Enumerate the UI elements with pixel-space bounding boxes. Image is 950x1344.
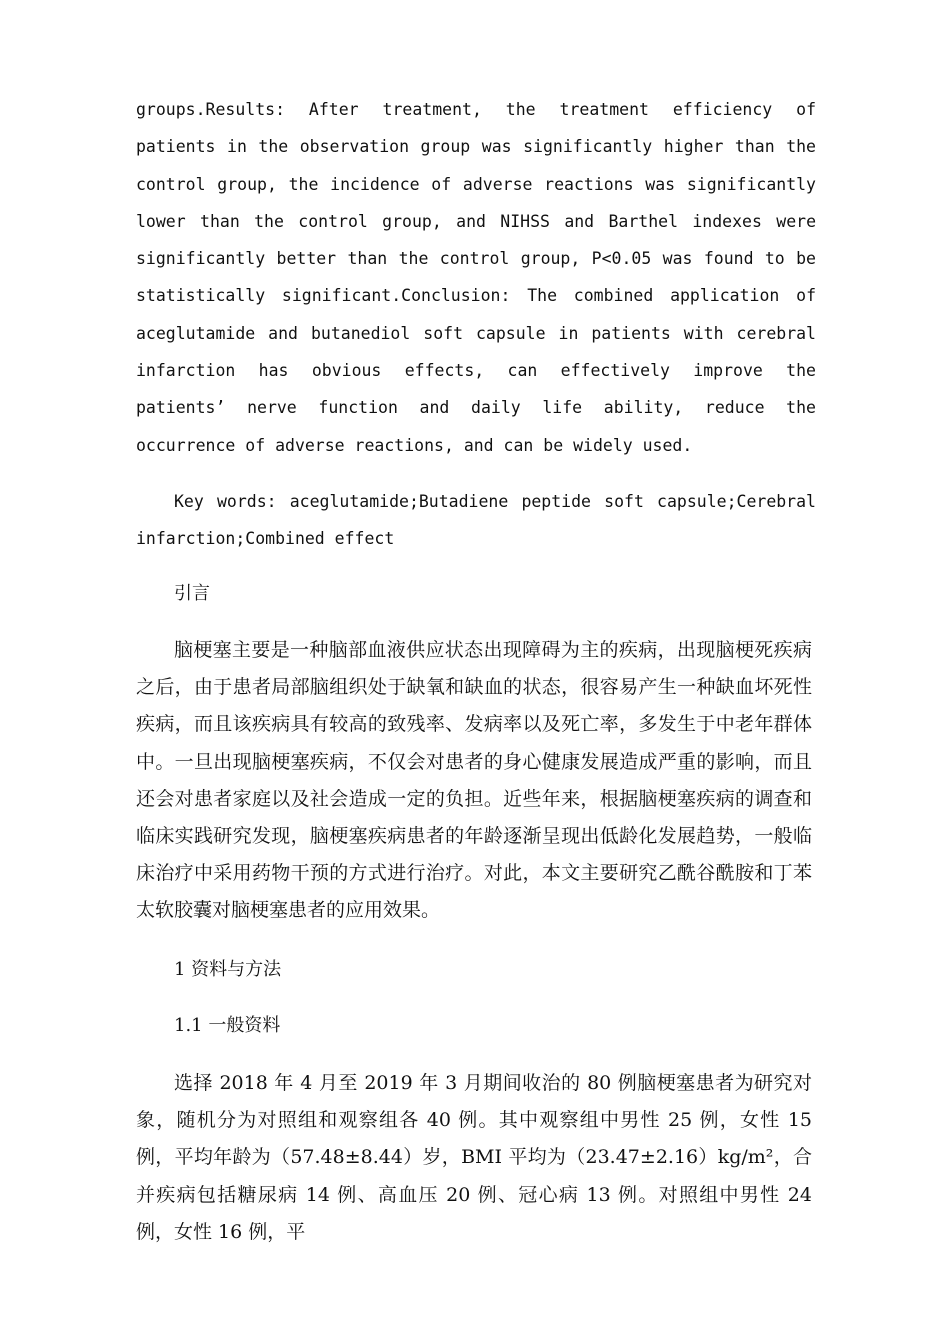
abstract-continuation: groups.Results: After treatment, the treatment efficiency of patients in the observation group was significantly higher than the control group, the incidence of adverse reactions was significantly lower than the control group, and NIHSS and Barthel indexes were significantly better than the control group, P<0.05 was found to be statistically significant.Conclusion: The combined application of aceglutamide and butanediol soft capsule in patients with cerebral infarction has obvious effects, can effectively improve the patients’ nerve function and daily life ability, reduce the occurrence of adverse reactions, and can be widely used. — [136, 100, 816, 455]
intro-paragraph: 脑梗塞主要是一种脑部血液供应状态出现障碍为主的疾病，出现脑梗死疾病之后，由于患者局部脑组织处于缺氧和缺血的状态，很容易产生一种缺血坏死性疾病，而且该疾病具有较高的致残率、发病率以及死亡率，多发生于中老年群体中。一旦出现脑梗塞疾病，不仅会对患者的身心健康发展造成严重的影响，而且还会对患者家庭以及社会造成一定的负担。近些年来，根据脑梗塞疾病的调查和临床实践研究发现，脑梗塞疾病患者的年龄逐渐呈现出低龄化发展趋势，一般临床治疗中采用药物干预的方式进行治疗。对此，本文主要研究乙酰谷酰胺和丁苯太软胶囊对脑梗塞患者的应用效果。 — [136, 639, 812, 922]
materials-paragraph: 选择 2018 年 4 月至 2019 年 3 月期间收治的 80 例脑梗塞患者为研究对象，随机分为对照组和观察组各 40 例。其中观察组中男性 25 例，女性 15 例，平均年龄为（57.48±8.44）岁，BMI 平均为（23.47±2.16）kg/m²，合并疾病包括糖尿病 14 例、高血压 20 例、冠心病 13 例。对照组中男性 24 例，女性 16 例，平 — [136, 1072, 812, 1243]
keywords: Key words: aceglutamide;Butadiene peptide soft capsule;Cerebral infarction;Combined effect — [136, 492, 816, 549]
section1-1-title: 1.1 一般资料 — [174, 1015, 281, 1036]
section1-title: 1 资料与方法 — [174, 959, 282, 980]
section-intro-title: 引言 — [174, 583, 210, 604]
